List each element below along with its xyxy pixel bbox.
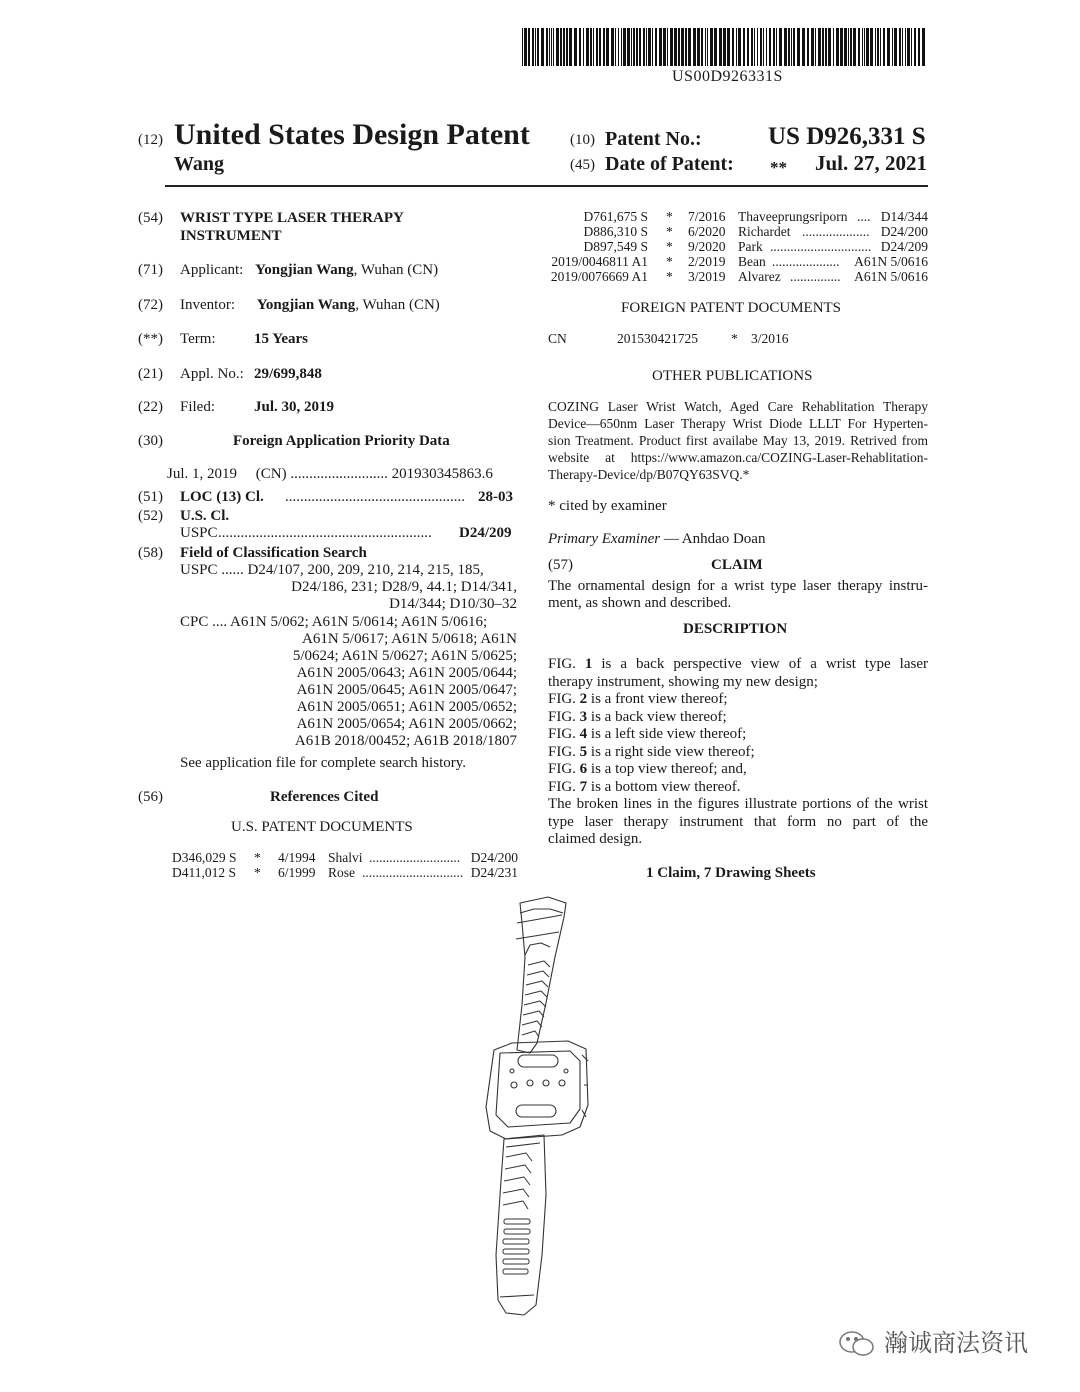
other-pub-line: Device—650nm Laser Therapy Wrist Diode LLLT For Hyperten- <box>548 416 928 431</box>
ref-number: D346,029 S <box>172 850 237 865</box>
foreign-star: * <box>731 331 738 346</box>
ref-name: Bean <box>738 254 766 269</box>
applicant-label: Applicant: <box>180 262 244 278</box>
barcode-bar <box>911 28 912 66</box>
barcode-bar <box>593 28 594 66</box>
ref-star: * <box>666 224 673 239</box>
barcode-bar <box>858 28 860 66</box>
barcode-bar <box>707 28 708 66</box>
ref-name: Rose <box>328 865 355 880</box>
barcode-bar <box>894 28 897 66</box>
ref-dots: .... <box>857 209 871 224</box>
term-value: 15 Years <box>254 331 309 347</box>
applicant-field <box>180 262 438 279</box>
barcode-bar <box>674 28 677 66</box>
barcode-bar <box>636 28 638 66</box>
barcode-bar <box>697 28 700 66</box>
filed-value: Jul. 30, 2019 <box>254 399 335 415</box>
barcode-bar <box>546 28 548 66</box>
barcode-bar <box>875 28 876 66</box>
barcode-bar <box>648 28 651 66</box>
barcode-bar <box>818 28 821 66</box>
broken-lines-note: type laser therapy instrument that form no part of the <box>548 813 928 830</box>
barcode-bar <box>701 28 703 66</box>
barcode-bar <box>905 28 906 66</box>
fig-line: therapy instrument, showing my new design; <box>548 673 818 690</box>
barcode-bar <box>611 28 614 66</box>
barcode-bar <box>892 28 893 66</box>
ref-number: D897,549 S <box>583 239 648 254</box>
refs-heading: References Cited <box>270 789 379 805</box>
barcode-bar <box>844 28 847 66</box>
barcode-bar <box>747 28 749 66</box>
barcode-bar <box>652 28 653 66</box>
barcode-bar <box>914 28 916 66</box>
ref-number: D761,675 S <box>583 209 648 224</box>
field-cpc-line: A61N 2005/0645; A61N 2005/0647; <box>296 682 517 698</box>
ref-name: Park <box>738 239 763 254</box>
barcode-bar <box>714 28 717 66</box>
barcode-bar <box>583 28 584 66</box>
barcode-bar <box>766 28 767 66</box>
examiner-name: — Anhdao Doan <box>660 531 766 547</box>
ref-dots: .................... <box>802 224 870 239</box>
barcode-bar <box>603 28 605 66</box>
barcode-bar <box>663 28 666 66</box>
invention-title-line2: INSTRUMENT <box>180 228 282 244</box>
filed-label: Filed: <box>180 399 216 415</box>
barcode-bar <box>705 28 706 66</box>
ref-class: A61N 5/0616 <box>854 254 928 269</box>
barcode-bar <box>760 28 762 66</box>
appl-label: Appl. No.: <box>180 366 244 382</box>
ref-name: Richardet <box>738 224 791 239</box>
ref-number: 2019/0076669 A1 <box>550 269 648 284</box>
ref-star: * <box>254 850 261 865</box>
priority-line: Jul. 1, 2019 (CN) .......................... 201930345863.6 <box>167 466 493 482</box>
barcode-bar <box>566 28 568 66</box>
foreign-number: 201530421725 <box>617 331 698 346</box>
ref-date: 9/2020 <box>688 239 726 254</box>
claim-line: The ornamental design for a wrist type laser therapy instru- <box>548 578 928 594</box>
ref-star: * <box>254 865 261 880</box>
ref-dots: .............................. <box>770 239 872 254</box>
barcode-bar <box>556 28 559 66</box>
barcode-bar <box>793 28 795 66</box>
date-code: (45) <box>570 157 595 173</box>
barcode-bar <box>574 28 577 66</box>
filed-code: (22) <box>138 399 163 415</box>
barcode-bar <box>541 28 544 66</box>
claims-sheets-count: 1 Claim, 7 Drawing Sheets <box>646 865 816 881</box>
barcode-bar <box>736 28 737 66</box>
date-label: Date of Patent: <box>605 153 734 175</box>
other-pubs-heading: OTHER PUBLICATIONS <box>652 368 813 384</box>
barcode-bar <box>836 28 839 66</box>
barcode-bar <box>655 28 657 66</box>
barcode-bar <box>535 28 536 66</box>
refs-code: (56) <box>138 789 163 805</box>
inventor-field <box>180 297 440 314</box>
patent-no-label: Patent No.: <box>605 128 702 150</box>
title-code: (54) <box>138 210 163 226</box>
ref-row <box>548 224 928 239</box>
appl-code: (21) <box>138 366 163 382</box>
barcode-bar <box>899 28 901 66</box>
field-uspc-line: USPC ...... D24/107, 200, 209, 210, 214, 215, 185, <box>180 562 484 578</box>
field-cpc-line: A61N 2005/0654; A61N 2005/0662; <box>296 716 517 732</box>
barcode-bar <box>918 28 920 66</box>
barcode-bar <box>866 28 869 66</box>
barcode-bar <box>563 28 565 66</box>
barcode-bar <box>751 28 753 66</box>
ref-row <box>548 209 928 224</box>
field-cpc-line: CPC .... A61N 5/062; A61N 5/0614; A61N 5/0616; <box>180 614 488 630</box>
inventor-label: Inventor: <box>180 297 235 313</box>
barcode-bar <box>754 28 755 66</box>
ref-star: * <box>666 239 673 254</box>
barcode-bar <box>769 28 771 66</box>
field-uspc-line: D24/186, 231; D28/9, 44.1; D14/341, <box>291 579 517 595</box>
field-see-note: See application file for complete search history. <box>180 755 467 771</box>
header-rule <box>165 185 928 187</box>
ref-date: 6/2020 <box>688 224 726 239</box>
term-code: (**) <box>138 331 163 347</box>
fig-line: FIG. 3 is a back view thereof; <box>548 708 727 725</box>
barcode-bar <box>639 28 641 66</box>
ref-name: Alvarez <box>738 269 781 284</box>
barcode-bar <box>643 28 645 66</box>
fig-line: FIG. 1 is a back perspective view of a wrist type laser <box>548 656 928 672</box>
barcode-bar <box>522 28 523 66</box>
foreign-country: CN <box>548 331 567 346</box>
field-uspc-block <box>180 562 517 613</box>
field-uspc-line: D14/344; D10/30–32 <box>389 596 517 612</box>
applicant-name: Yongjian Wang <box>255 262 354 278</box>
barcode-bar <box>732 28 734 66</box>
barcode-bar <box>590 28 592 66</box>
field-label: Field of Classification Search <box>180 545 367 561</box>
inventor-location: , Wuhan (CN) <box>355 297 440 313</box>
barcode-bar <box>802 28 805 66</box>
barcode-bar <box>907 28 910 66</box>
term-label: Term: <box>180 331 216 347</box>
barcode-bar <box>693 28 696 66</box>
loc-label: LOC (13) Cl. <box>180 489 264 505</box>
field-cpc-line: 5/0624; A61N 5/0627; A61N 5/0625; <box>292 648 517 664</box>
inventor-surname: Wang <box>174 153 225 175</box>
barcode-bar <box>524 28 527 66</box>
ref-dots: ........................... <box>369 850 461 865</box>
appl-value: 29/699,848 <box>254 366 322 382</box>
other-pub-line: Therapy-Device/dp/B07QY63SVQ.* <box>548 467 750 482</box>
cited-note: * cited by examiner <box>548 498 667 514</box>
inventor-code: (72) <box>138 297 163 313</box>
field-cpc-block <box>180 614 517 750</box>
patent-number: US D926,331 S <box>768 123 926 150</box>
barcode-bar <box>797 28 800 66</box>
barcode-bar <box>811 28 814 66</box>
date-mark: ** <box>770 158 787 177</box>
barcode-bar <box>646 28 647 66</box>
applicant-code: (71) <box>138 262 163 278</box>
barcode-bar <box>528 28 530 66</box>
barcode-bar <box>579 28 581 66</box>
figure-list <box>548 656 928 849</box>
barcode-bar <box>537 28 539 66</box>
loc-code: (51) <box>138 489 163 505</box>
ref-class: D14/344 <box>880 209 928 224</box>
uspc-dots: ......................................................... <box>218 525 432 541</box>
barcode-graphic <box>522 28 930 68</box>
wechat-icon <box>838 1330 876 1363</box>
invention-title-line1: WRIST TYPE LASER THERAPY <box>180 210 404 226</box>
patent-no-code: (10) <box>570 132 595 148</box>
ref-number: D886,310 S <box>583 224 648 239</box>
barcode-bar <box>902 28 903 66</box>
ref-class: D24/209 <box>880 239 928 254</box>
barcode-bar <box>596 28 598 66</box>
barcode-bar <box>618 28 619 66</box>
barcode-bar <box>723 28 726 66</box>
ref-class: D24/200 <box>880 224 928 239</box>
barcode-bar <box>532 28 534 66</box>
barcode-bar <box>788 28 790 66</box>
field-cpc-line: A61N 5/0617; A61N 5/0618; A61N <box>301 631 517 647</box>
fig-line: FIG. 4 is a left side view thereof; <box>548 726 747 742</box>
barcode-bar <box>688 28 691 66</box>
barcode-bar <box>840 28 843 66</box>
field-code: (58) <box>138 545 163 561</box>
barcode-bar <box>551 28 552 66</box>
right-refs-table <box>548 209 928 285</box>
uscl-code: (52) <box>138 508 163 524</box>
ref-name: Thaveeprungsriporn <box>738 209 848 224</box>
claim-code: (57) <box>548 557 573 573</box>
barcode-bar <box>549 28 550 66</box>
barcode-bar <box>877 28 879 66</box>
field-cpc-line: A61N 2005/0643; A61N 2005/0644; <box>296 665 517 681</box>
barcode-bar <box>828 28 831 66</box>
barcode-bar <box>807 28 809 66</box>
barcode-bar <box>633 28 635 66</box>
ref-row <box>548 254 928 269</box>
examiner-label: Primary Examiner <box>548 531 661 547</box>
ref-class: D24/231 <box>470 865 518 880</box>
ref-date: 3/2019 <box>688 269 726 284</box>
barcode-number: US00D926331S <box>672 68 783 85</box>
barcode-bar <box>779 28 782 66</box>
loc-value: 28-03 <box>478 489 513 505</box>
barcode-bar <box>870 28 873 66</box>
barcode-bar <box>850 28 852 66</box>
barcode-bar <box>631 28 632 66</box>
uspc-label: USPC <box>180 525 218 541</box>
barcode-bar <box>815 28 816 66</box>
fig-line: FIG. 2 is a front view thereof; <box>548 691 728 707</box>
description-heading: DESCRIPTION <box>683 621 788 637</box>
field-cpc-line: A61N 2005/0651; A61N 2005/0652; <box>296 699 517 715</box>
barcode-bar <box>853 28 856 66</box>
claim-heading: CLAIM <box>711 557 763 573</box>
barcode-bar <box>773 28 775 66</box>
barcode-bar <box>862 28 863 66</box>
priority-heading: Foreign Application Priority Data <box>233 433 450 449</box>
barcode-bar <box>738 28 741 66</box>
barcode-bar <box>599 28 601 66</box>
patent-date: Jul. 27, 2021 <box>815 151 928 175</box>
barcode-bar <box>757 28 758 66</box>
foreign-heading: FOREIGN PATENT DOCUMENTS <box>621 300 842 316</box>
ref-class: D24/200 <box>470 850 518 865</box>
ref-number: 2019/0046811 A1 <box>551 254 648 269</box>
barcode-bar <box>791 28 792 66</box>
field-cpc-line: A61B 2018/00452; A61B 2018/1807 <box>294 733 517 749</box>
barcode-bar <box>776 28 777 66</box>
broken-lines-note: The broken lines in the figures illustrate portions of the wrist <box>548 796 928 812</box>
uscl-label: U.S. Cl. <box>180 508 230 524</box>
ref-dots: .............................. <box>362 865 464 880</box>
ref-star: * <box>666 209 673 224</box>
ref-date: 4/1994 <box>278 850 316 865</box>
barcode-bar <box>681 28 684 66</box>
loc-dots: ................................................ <box>285 489 465 505</box>
barcode-bar <box>825 28 827 66</box>
fig-line: FIG. 5 is a right side view thereof; <box>548 743 755 760</box>
barcode-bar <box>560 28 562 66</box>
ref-star: * <box>666 269 673 284</box>
barcode-bar <box>883 28 885 66</box>
type-code: (12) <box>138 132 163 148</box>
us-docs-heading: U.S. PATENT DOCUMENTS <box>231 819 413 835</box>
ref-dots: ............... <box>790 269 841 284</box>
barcode-bar <box>887 28 890 66</box>
claim-line: ment, as shown and described. <box>548 595 732 611</box>
ref-row <box>548 269 928 284</box>
fig-line: FIG. 7 is a bottom view thereof. <box>548 778 741 795</box>
barcode-bar <box>763 28 764 66</box>
priority-code: (30) <box>138 433 163 449</box>
other-pub-line: sion Treatment. Product first availabe May 13, 2019. Retrived from <box>548 433 928 448</box>
wrist-device-drawing <box>470 895 620 1325</box>
claim-text <box>548 578 928 612</box>
other-pub-line: COZING Laser Wrist Watch, Aged Care Rehablitation Therapy <box>548 399 928 414</box>
ref-date: 2/2019 <box>688 254 726 269</box>
barcode-bar <box>784 28 787 66</box>
inventor-name: Yongjian Wang <box>256 297 356 313</box>
barcode-bar <box>623 28 626 66</box>
other-pub-line: website at https://www.amazon.ca/COZING-Laser-Rehablitation- <box>548 450 928 465</box>
ref-number: D411,012 S <box>172 865 237 880</box>
ref-dots: .................... <box>772 254 840 269</box>
barcode-bar <box>670 28 673 66</box>
barcode-bar <box>606 28 609 66</box>
barcode-bar <box>569 28 572 66</box>
barcode-bar <box>822 28 824 66</box>
barcode-bar <box>659 28 662 66</box>
watermark-text: 瀚诚商法资讯 <box>884 1329 1028 1357</box>
barcode-bar <box>880 28 881 66</box>
barcode-bar <box>743 28 745 66</box>
barcode-bar <box>678 28 680 66</box>
barcode-bar <box>864 28 865 66</box>
barcode-bar <box>627 28 630 66</box>
uspc-value: D24/209 <box>459 525 512 541</box>
barcode-bar <box>727 28 730 66</box>
barcode-bar <box>621 28 622 66</box>
barcode-bar <box>586 28 589 66</box>
ref-date: 7/2016 <box>688 209 726 224</box>
foreign-date: 3/2016 <box>751 331 789 346</box>
barcode-bar <box>685 28 687 66</box>
barcode-bar <box>710 28 713 66</box>
barcode-bar <box>615 28 616 66</box>
barcode-bar <box>848 28 849 66</box>
examiner-line <box>548 531 765 548</box>
other-pubs-text <box>548 398 928 483</box>
fig-line: FIG. 6 is a top view thereof; and, <box>548 761 747 777</box>
applicant-location: , Wuhan (CN) <box>353 262 439 278</box>
patent-type-title: United States Design Patent <box>174 118 530 151</box>
ref-row <box>548 239 928 254</box>
ref-date: 6/1999 <box>278 865 316 880</box>
barcode-bar <box>667 28 668 66</box>
barcode-bar <box>922 28 925 66</box>
barcode-bar <box>833 28 834 66</box>
ref-class: A61N 5/0616 <box>854 269 928 284</box>
ref-name: Shalvi <box>328 850 363 865</box>
broken-lines-note: claimed design. <box>548 831 643 847</box>
ref-star: * <box>666 254 673 269</box>
barcode-bar <box>553 28 554 66</box>
barcode-bar <box>719 28 722 66</box>
